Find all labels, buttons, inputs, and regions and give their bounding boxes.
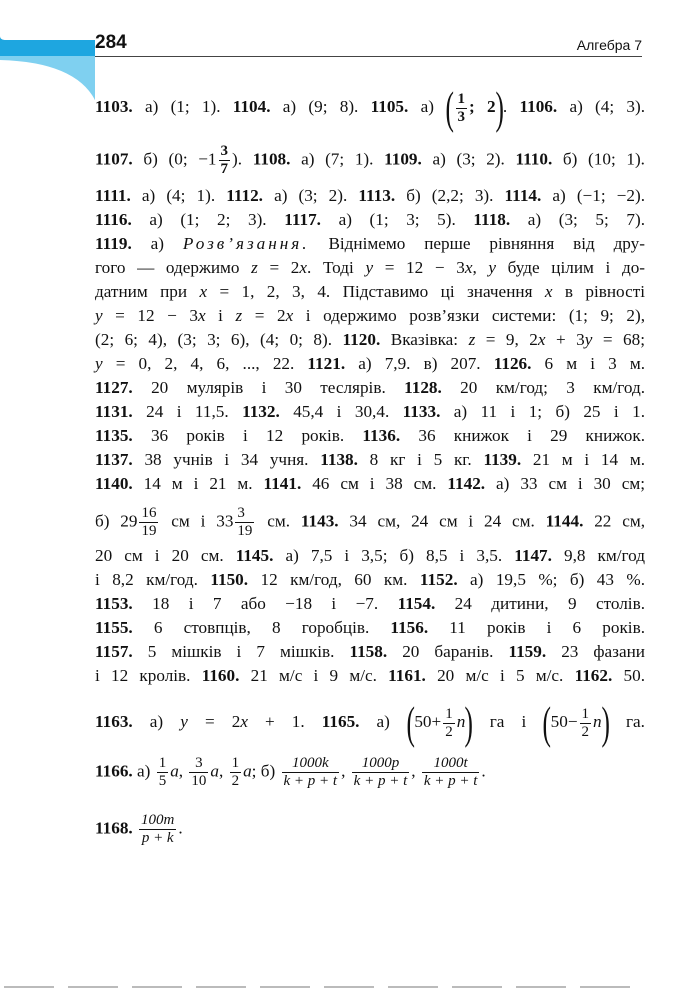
fraction: $\frac{3}{10}$ <box>191 755 207 789</box>
corner-accent <box>0 0 95 100</box>
answer-line: датним при x = 1, 2, 3, 4. Підставимо ці значення x в рівності <box>95 282 645 301</box>
answer-line: 1155. 6 стовпців, 8 горобців. 1156. 11 років і 6 років. <box>95 618 645 637</box>
answer-line: б) 29 $\frac{16}{19}$ см і 33 $\frac{3}{19}$ см. 1143. 34 см, 24 см і 24 см. 1144. 22 см, <box>95 505 646 539</box>
problem-number: 1107. <box>95 149 133 169</box>
answer-line: 1135. 36 років і 12 років. 1136. 36 книжок і 29 книжок. <box>95 426 645 445</box>
answer-line: 1168. $\frac{100m}{p + k}$ . <box>95 812 183 846</box>
answer-line: 1127. 20 мулярів і 30 теслярів. 1128. 20 км/год; 3 км/год. <box>95 378 645 397</box>
answer-line: 1107. б) (0; −1 $\frac{3}{7}$ ). 1108. а) (7; 1). 1109. а) (3; 2). 1110. б) (10; 1). <box>95 143 645 177</box>
answer-line: 1163. а) y = 2x + 1. 1165. а) (50+ $\frac{1}{2}$ n) га і (50− $\frac{1}{2}$ n) га. <box>95 697 645 748</box>
answer-line: 1153. 18 і 7 або −18 і −7. 1154. 24 дитини, 9 столів. <box>95 594 645 613</box>
fraction: $\frac{1000k}{k + p + t}$ <box>283 755 338 789</box>
answer-line: 1157. 5 мішків і 7 мішків. 1158. 20 баранів. 1159. 23 фазани <box>95 642 645 661</box>
book-title: Алгебра 7 <box>576 37 642 53</box>
bottom-edge-marks <box>0 986 700 989</box>
answer-line: 1103. а) (1; 1). 1104. а) (9; 8). 1105. а) ( $\frac{1}{3}$ ; 2). 1106. а) (4; 3). <box>95 82 646 133</box>
problem-number: 1109. <box>384 149 422 169</box>
fraction: $\frac{1}{3}$ <box>457 90 466 125</box>
answer-line: 1131. 24 і 11,5. 1132. 45,4 і 30,4. 1133. а) 11 і 1; б) 25 і 1. <box>95 402 646 421</box>
problem-number: 1108. <box>252 149 291 169</box>
problem-number: 1106. <box>519 96 558 116</box>
header-rule <box>95 56 642 57</box>
problem-number: 1104. <box>232 96 271 116</box>
answer-line: y = 12 − 3x і z = 2x і одержимо розв’язки системи: (1; 9; 2), <box>95 306 645 325</box>
fraction: $\frac{3}{19}$ <box>237 505 253 539</box>
answer-line: і 12 кролів. 1160. 21 м/с і 9 м/с. 1161. 20 м/с і 5 м/с. 1162. 50. <box>95 666 645 685</box>
fraction: $\frac{1000t}{k + p + t}$ <box>423 755 478 789</box>
fraction: $\frac{1}{2}$ <box>231 755 240 789</box>
problem-number: 1110. <box>515 149 553 169</box>
answer-line: 1137. 38 учнів і 34 учня. 1138. 8 кг і 5 кг. 1139. 21 м і 14 м. <box>95 450 646 469</box>
fraction: $\frac{1}{2}$ <box>445 705 453 740</box>
page-number: 284 <box>95 32 127 53</box>
answer-line: 1111. а) (4; 1). 1112. а) (3; 2). 1113. б) (2,2; 3). 1114. а) (−1; −2). <box>95 186 645 205</box>
fraction: $\frac{3}{7}$ <box>220 143 229 177</box>
answer-line: 1119. а) Розв’язання. Віднімемо перше рівняння від дру- <box>95 234 645 253</box>
answer-line: 1140. 14 м і 21 м. 1141. 46 см і 38 см. 1142. а) 33 см і 30 см; <box>95 474 645 493</box>
fraction: $\frac{16}{19}$ <box>141 505 157 539</box>
answer-line: 20 см і 20 см. 1145. а) 7,5 і 3,5; б) 8,5 і 3,5. 1147. 9,8 км/год <box>95 546 645 565</box>
answer-line: 1166. а) $\frac{1}{5}$ a, $\frac{3}{10}$ a, $\frac{1}{2}$ a; б) $\frac{1000k}{k + p + t}$ , $\frac{1000p}{k + p + t}$ , $\frac{1000t}{k + p + t}$ . <box>95 755 486 789</box>
answer-line: гого — одержимо z = 2x. Тоді y = 12 − 3x, y буде цілим і до- <box>95 258 646 277</box>
problem-number: 1105. <box>370 96 409 116</box>
answer-line: 1116. а) (1; 2; 3). 1117. а) (1; 3; 5). 1118. а) (3; 5; 7). <box>95 210 645 229</box>
answer-line: (2; 6; 4), (3; 3; 6), (4; 0; 8). 1120. Вказівка: z = 9, 2x + 3y = 68; <box>95 330 646 349</box>
answer-line: y = 0, 2, 4, 6, ..., 22. 1121. а) 7,9. в) 207. 1126. 6 м і 3 м. <box>95 354 645 373</box>
fraction: $\frac{1000p}{k + p + t}$ <box>353 755 408 789</box>
fraction: $\frac{1}{5}$ <box>158 755 167 789</box>
answer-line: і 8,2 км/год. 1150. 12 км/год, 60 км. 1152. а) 19,5 %; б) 43 %. <box>95 570 646 589</box>
fraction: $\frac{1}{2}$ <box>581 705 590 740</box>
fraction: $\frac{100m}{p + k}$ <box>141 812 175 846</box>
problem-number: 1103. <box>95 96 133 116</box>
